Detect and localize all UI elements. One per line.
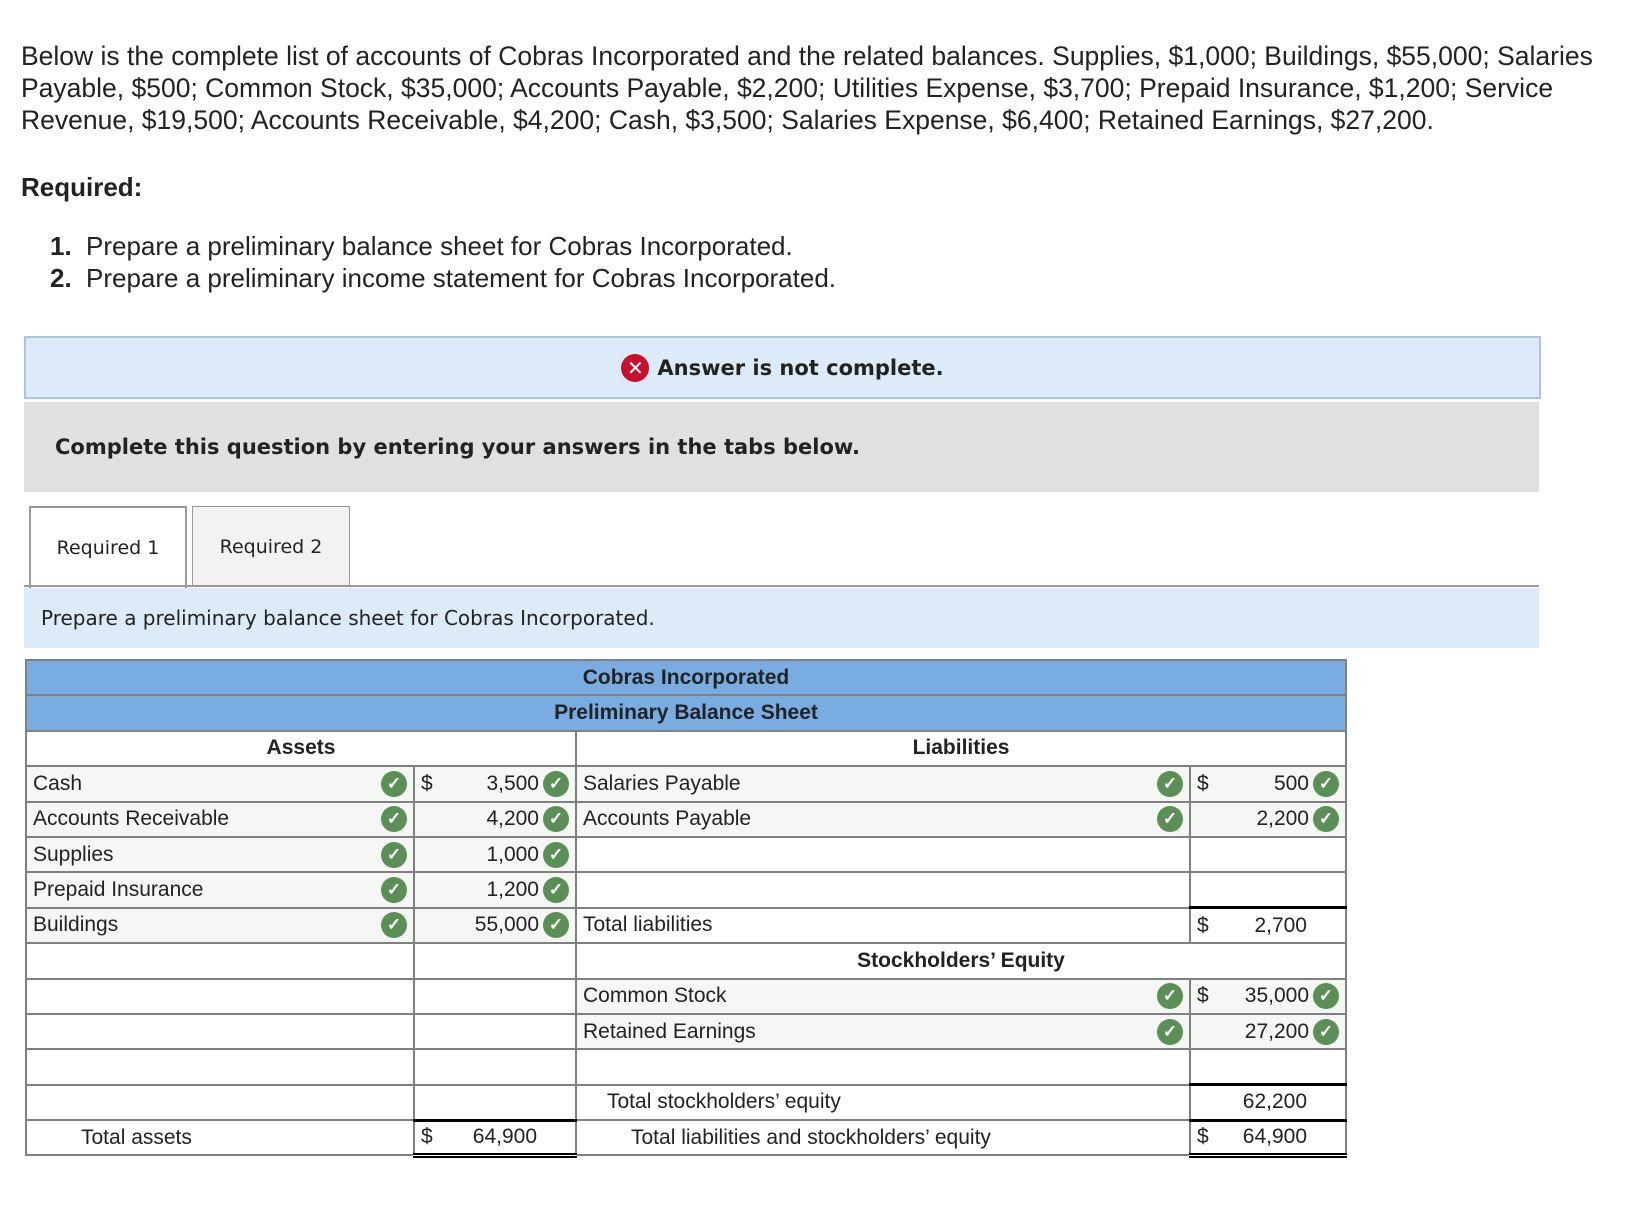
currency-sign: $ <box>1197 913 1209 937</box>
check-icon: ✓ <box>1157 806 1183 832</box>
requirements-list <box>50 230 836 294</box>
item-number: 1. <box>50 231 72 261</box>
asset-label[interactable]: Supplies <box>33 842 114 866</box>
asset-amount[interactable]: 3,500 <box>486 771 539 795</box>
asset-amount-cell[interactable] <box>414 908 576 943</box>
liability-label[interactable]: Salaries Payable <box>583 771 741 795</box>
error-x-icon: ✕ <box>621 354 649 382</box>
total-le-amount: 64,900 <box>1242 1125 1307 1149</box>
answer-status-banner <box>24 336 1541 399</box>
equity-amount[interactable]: 27,200 <box>1244 1019 1309 1043</box>
item-text: Prepare a preliminary balance sheet for Cobras Incorporated. <box>86 231 793 261</box>
tab-divider <box>24 585 1539 587</box>
status-text: Answer is not complete. <box>657 355 944 380</box>
asset-amount-cell[interactable] <box>414 802 576 837</box>
currency-sign: $ <box>1197 1125 1209 1149</box>
tab-required-1[interactable]: Required 1 <box>29 506 187 588</box>
empty-cell[interactable] <box>1190 1049 1346 1084</box>
liability-label-cell[interactable] <box>576 837 1190 872</box>
check-icon: ✓ <box>1313 806 1339 832</box>
currency-sign: $ <box>1197 771 1209 795</box>
check-icon: ✓ <box>543 771 569 797</box>
check-icon: ✓ <box>1157 771 1183 797</box>
item-text: Prepare a preliminary income statement for Cobras Incorporated. <box>86 263 837 293</box>
assets-heading: Assets <box>26 731 576 766</box>
asset-amount-cell[interactable] <box>414 837 576 872</box>
statement-title: Preliminary Balance Sheet <box>26 695 1346 730</box>
currency-sign: $ <box>421 771 433 795</box>
total-le-label: Total liabilities and stockholders’ equity <box>576 1120 1190 1155</box>
asset-label[interactable]: Accounts Receivable <box>33 807 230 831</box>
asset-label-cell[interactable] <box>26 837 414 872</box>
total-liabilities-label: Total liabilities <box>576 908 1190 943</box>
check-icon: ✓ <box>543 912 569 938</box>
empty-cell[interactable] <box>414 1049 576 1084</box>
total-liabilities-amount: 2,700 <box>1254 913 1307 937</box>
asset-amount-cell[interactable] <box>414 766 576 801</box>
company-name: Cobras Incorporated <box>26 660 1346 695</box>
equity-label-cell[interactable] <box>576 1014 1190 1049</box>
liability-amount[interactable]: 500 <box>1273 771 1309 795</box>
tab-prompt: Prepare a preliminary balance sheet for Cobras Incorporated. <box>24 588 1539 648</box>
total-liabilities-cell <box>1190 908 1346 943</box>
check-icon: ✓ <box>381 771 407 797</box>
check-icon: ✓ <box>543 877 569 903</box>
total-assets-label: Total assets <box>26 1120 414 1155</box>
asset-amount[interactable]: 1,000 <box>486 842 539 866</box>
liability-amount[interactable]: 2,200 <box>1256 807 1309 831</box>
equity-amount-cell[interactable] <box>1190 979 1346 1014</box>
check-icon: ✓ <box>381 842 407 868</box>
asset-label[interactable]: Cash <box>33 771 83 795</box>
check-icon: ✓ <box>381 806 407 832</box>
asset-label-cell[interactable] <box>26 802 414 837</box>
item-number: 2. <box>50 263 72 293</box>
equity-label-cell[interactable] <box>576 979 1190 1014</box>
total-equity-amount: 62,200 <box>1242 1090 1307 1114</box>
problem-text: Below is the complete list of accounts of Cobras Incorporated and the related balances. Supplies, $1,000; Buildings, $55,000; Salaries Payable, $500; Common Stock, $35,000; Accounts Payable, $2,200; Utilities Expense, $3,700; Prepaid Insurance, $1,200; Service Revenue, $19,500; Accounts Receivable, $4,200; Cash, $3,500; Salaries Expense, $6,400; Retained Earnings, $27,200. <box>21 41 1593 135</box>
total-equity-label: Total stockholders’ equity <box>576 1085 1190 1120</box>
liability-amount-cell[interactable] <box>1190 837 1346 872</box>
total-equity-cell <box>1190 1085 1346 1120</box>
asset-label[interactable]: Prepaid Insurance <box>33 878 204 902</box>
asset-label-cell[interactable] <box>26 766 414 801</box>
liability-label-cell[interactable] <box>576 802 1190 837</box>
empty-cell[interactable] <box>26 1085 414 1120</box>
empty-cell[interactable] <box>414 1085 576 1120</box>
empty-cell[interactable] <box>26 943 414 978</box>
balance-sheet-table <box>25 659 1347 1158</box>
currency-sign: $ <box>421 1125 433 1149</box>
equity-amount[interactable]: 35,000 <box>1244 984 1309 1008</box>
empty-cell[interactable] <box>26 1014 414 1049</box>
check-icon: ✓ <box>1313 983 1339 1009</box>
asset-amount-cell[interactable] <box>414 872 576 907</box>
total-assets-amount: 64,900 <box>472 1125 537 1149</box>
asset-label[interactable]: Buildings <box>33 913 119 937</box>
check-icon: ✓ <box>1157 983 1183 1009</box>
asset-amount[interactable]: 55,000 <box>474 913 539 937</box>
liability-amount-cell[interactable] <box>1190 766 1346 801</box>
required-heading: Required: <box>21 172 143 202</box>
asset-amount[interactable]: 4,200 <box>486 807 539 831</box>
equity-amount-cell[interactable] <box>1190 1014 1346 1049</box>
check-icon: ✓ <box>543 806 569 832</box>
empty-cell[interactable] <box>414 1014 576 1049</box>
liability-amount-cell[interactable] <box>1190 872 1346 907</box>
liability-label-cell[interactable] <box>576 766 1190 801</box>
liability-label[interactable]: Accounts Payable <box>583 807 752 831</box>
asset-amount[interactable]: 1,200 <box>486 878 539 902</box>
check-icon: ✓ <box>381 912 407 938</box>
check-icon: ✓ <box>1313 1019 1339 1045</box>
check-icon: ✓ <box>1157 1019 1183 1045</box>
check-icon: ✓ <box>381 877 407 903</box>
liability-amount-cell[interactable] <box>1190 802 1346 837</box>
empty-cell[interactable] <box>576 1049 1190 1084</box>
requirement-item <box>50 262 836 294</box>
total-le-cell <box>1190 1120 1346 1155</box>
asset-label-cell[interactable] <box>26 908 414 943</box>
tab-required-2[interactable]: Required 2 <box>192 506 350 586</box>
check-icon: ✓ <box>1313 771 1339 797</box>
liabilities-heading: Liabilities <box>576 731 1346 766</box>
liability-label-cell[interactable] <box>576 872 1190 907</box>
equity-label[interactable]: Retained Earnings <box>583 1019 756 1043</box>
empty-cell[interactable] <box>414 943 576 978</box>
empty-cell[interactable] <box>26 979 414 1014</box>
asset-label-cell[interactable] <box>26 872 414 907</box>
total-assets-cell <box>414 1120 576 1155</box>
check-icon: ✓ <box>543 842 569 868</box>
equity-label[interactable]: Common Stock <box>583 984 727 1008</box>
currency-sign: $ <box>1197 984 1209 1008</box>
empty-cell[interactable] <box>26 1049 414 1084</box>
equity-heading: Stockholders’ Equity <box>576 943 1346 978</box>
empty-cell[interactable] <box>414 979 576 1014</box>
instruction-box: Complete this question by entering your answers in the tabs below. <box>24 402 1539 492</box>
requirement-item <box>50 230 836 262</box>
